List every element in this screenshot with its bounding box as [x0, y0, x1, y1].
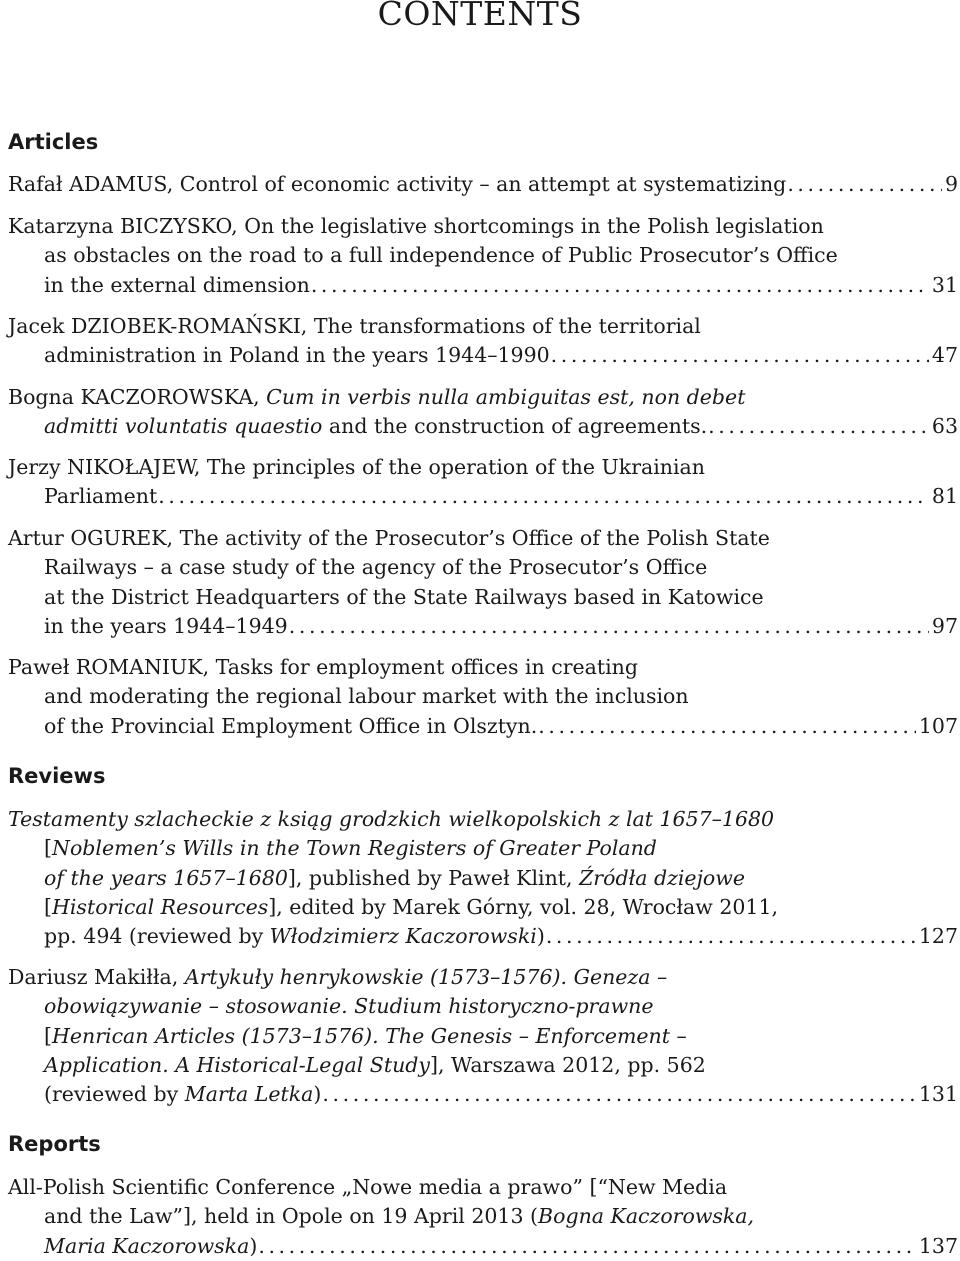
dot-leader — [289, 612, 929, 641]
page-number: 127 — [918, 924, 958, 949]
entry-text: (reviewed by — [44, 1082, 185, 1107]
entry-text: Rafał ADAMUS, Control of economic activity – an attempt at systematizing — [8, 172, 787, 196]
entry-text: ], Warszawa 2012, pp. 562 — [430, 1052, 706, 1077]
dot-leader — [258, 1232, 916, 1261]
entry-author: Dariusz Makiłła, — [8, 965, 185, 989]
entry-line: as obstacles on the road to a full independence of Public Prosecutor’s Office — [44, 243, 838, 268]
entry-text: ) — [249, 1233, 258, 1258]
entry-title-italic: Testamenty szlacheckie z ksiąg grodzkich wielkopolskich z lat 1657–1680 — [8, 807, 775, 831]
entry-text: ) — [313, 1082, 322, 1107]
page-number: 131 — [918, 1082, 958, 1107]
reviewer-name: Marta Letka — [184, 1082, 314, 1107]
section-heading-articles: Articles — [8, 130, 99, 154]
page-number: 107 — [918, 713, 958, 738]
section-heading-reviews: Reviews — [8, 764, 106, 788]
entry-line: at the District Headquarters of the State Railways based in Katowice — [44, 584, 764, 609]
toc-entry-conference[interactable] — [8, 1173, 958, 1261]
dot-leader — [158, 482, 929, 511]
entry-title-italic: Application. A Historical-Legal Study — [44, 1052, 430, 1077]
toc-entry-kaczorowska[interactable] — [8, 383, 958, 442]
entry-title-italic: Cum in verbis nulla ambiguitas est, non debet — [266, 385, 746, 409]
entry-text: in the years 1944–1949 — [44, 613, 288, 638]
entry-title-italic: of the years 1657–1680 — [44, 865, 288, 890]
toc-entry-nikolajew[interactable] — [8, 453, 958, 512]
entry-text: pp. 494 (reviewed by — [44, 924, 270, 949]
entry-title-italic: Źródła dziejowe — [579, 865, 745, 890]
entry-text: administration in Poland in the years 1944–1990 — [44, 343, 550, 368]
toc-entry-romaniuk[interactable] — [8, 653, 958, 741]
entry-text: ) — [536, 924, 545, 949]
entry-title-italic: Noblemen’s Wills in the Town Registers of Greater Poland — [52, 836, 657, 861]
entry-line: Railways – a case study of the agency of the Prosecutor’s Office — [44, 555, 708, 580]
entry-text: and the Law”], held in Opole on 19 April 2013 ( — [44, 1204, 539, 1229]
entry-author: Bogna KACZOROWSKA, — [8, 385, 267, 409]
section-heading-reports: Reports — [8, 1132, 101, 1156]
entry-title-italic: Henrican Articles (1573–1576). The Genesis – Enforcement – — [52, 1023, 687, 1048]
page-number: 97 — [931, 613, 958, 638]
entry-line: Katarzyna BICZYSKO, On the legislative shortcomings in the Polish legislation — [8, 214, 824, 238]
dot-leader — [546, 922, 916, 951]
entry-title-italic: admitti voluntatis quaestio — [44, 414, 323, 439]
entry-text: [ — [44, 894, 52, 919]
entry-text: [ — [44, 1023, 52, 1048]
page-number: 63 — [931, 414, 958, 439]
entry-text: All-Polish Scientific Conference „Nowe media a prawo” [“New Media — [8, 1175, 728, 1199]
entry-line: Artur OGUREK, The activity of the Prosecutor’s Office of the Polish State — [8, 526, 770, 550]
page-number: 31 — [931, 272, 958, 297]
entry-line: Jerzy NIKOŁAJEW, The principles of the operation of the Ukrainian — [8, 455, 705, 479]
dot-leader — [538, 712, 916, 741]
entry-line: Paweł ROMANIUK, Tasks for employment offices in creating — [8, 655, 639, 679]
toc-entry-ogurek[interactable] — [8, 524, 958, 641]
dot-leader — [311, 271, 929, 300]
dot-leader — [551, 341, 929, 370]
toc-entry-testamenty[interactable] — [8, 805, 958, 951]
reviewer-name: Bogna Kaczorowska, — [538, 1204, 755, 1229]
entry-title-italic: Artykuły henrykowskie (1573–1576). Geneza – — [184, 965, 668, 989]
entry-line: and moderating the regional labour market with the inclusion — [44, 684, 689, 709]
entry-text: in the external dimension — [44, 272, 310, 297]
reviewer-name: Włodzimierz Kaczorowski — [269, 924, 537, 949]
reviewer-name: Maria Kaczorowska — [44, 1233, 250, 1258]
entry-text: Parliament — [44, 484, 158, 509]
toc-entry-adamus[interactable] — [8, 170, 958, 199]
page-number: 81 — [931, 484, 958, 509]
page-number: 9 — [944, 172, 958, 196]
entry-text: and the construction of agreements. — [322, 414, 708, 439]
entry-line: Jacek DZIOBEK-ROMAŃSKI, The transformations of the territorial — [8, 314, 701, 338]
toc-entry-biczysko[interactable] — [8, 212, 958, 300]
entry-title-italic: Historical Resources — [52, 894, 269, 919]
entry-text: of the Provincial Employment Office in Olsztyn. — [44, 713, 538, 738]
dot-leader — [708, 412, 929, 441]
toc-entry-dziobek-romanski[interactable] — [8, 312, 958, 371]
page-number: 47 — [931, 343, 958, 368]
page-title: CONTENTS — [377, 0, 583, 33]
entry-text: ], published by Paweł Klint, — [287, 865, 580, 890]
dot-leader — [322, 1080, 915, 1109]
dot-leader — [787, 170, 942, 199]
toc-entry-makilla[interactable] — [8, 963, 958, 1109]
page-number: 137 — [918, 1233, 958, 1258]
entry-text: [ — [44, 836, 52, 861]
entry-title-italic: obowiązywanie – stosowanie. Studium historyczno-prawne — [44, 994, 654, 1019]
entry-text: ], edited by Marek Górny, vol. 28, Wrocław 2011, — [268, 894, 779, 919]
